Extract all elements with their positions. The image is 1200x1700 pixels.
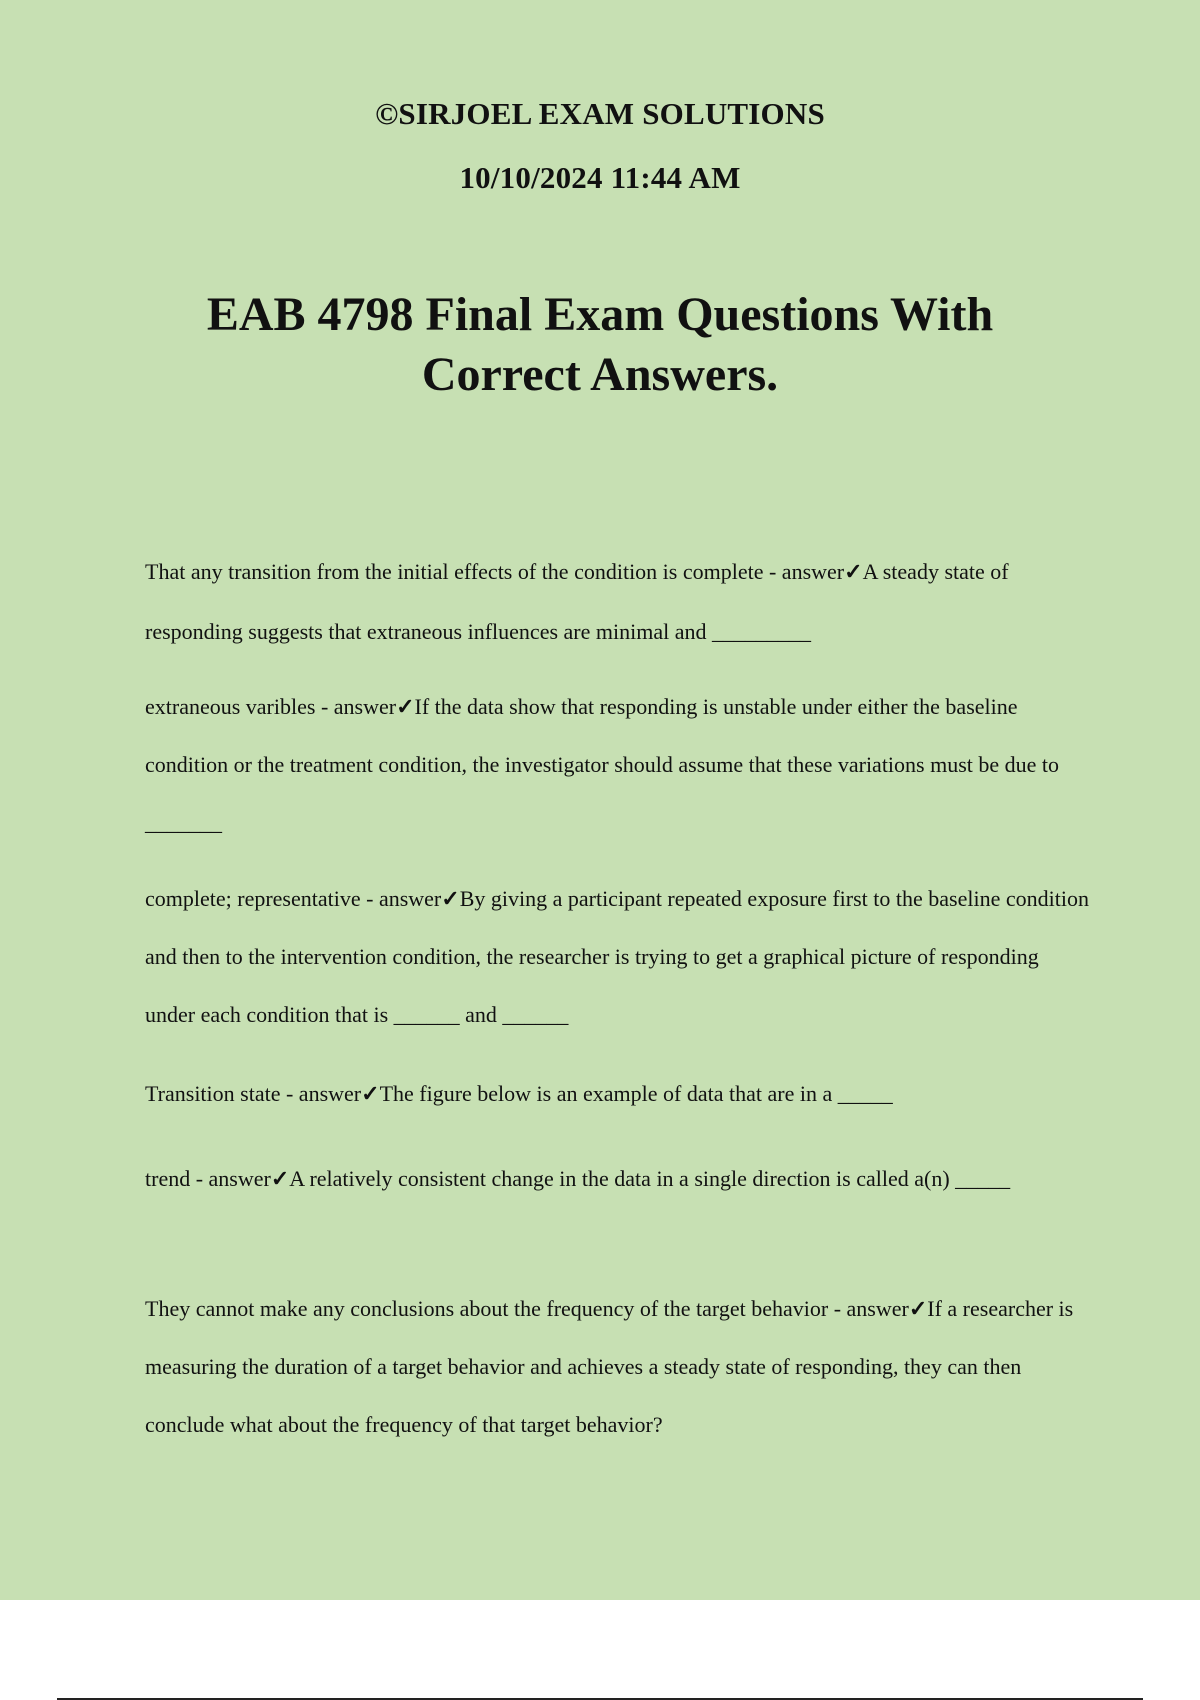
checkmark-icon: ✓ (908, 1296, 928, 1321)
document-title: EAB 4798 Final Exam Questions With Correct Answers. (206, 288, 994, 401)
answer-separator: - answer (763, 559, 845, 584)
qa-answer: That any transition from the initial effects of the condition is complete (145, 559, 764, 584)
qa-item (145, 1144, 1090, 1214)
qa-item (145, 870, 1090, 1044)
checkmark-icon: ✓ (844, 559, 863, 584)
qa-question: If a researcher is measuring the duration of a target behavior and achieves a steady state of responding, they can then conclude what about the frequency of that target behavior? (145, 1296, 1074, 1437)
qa-question: By giving a participant repeated exposure first to the baseline condition and then to the intervention condition, the researcher is trying to get a graphical picture of responding under each condition that is ______ and ______ (145, 886, 1089, 1027)
brand-header: ©SIRJOEL EXAM SOLUTIONS (375, 96, 825, 131)
timestamp: 10/10/2024 11:44 AM (459, 160, 741, 195)
checkmark-icon: ✓ (396, 694, 415, 719)
checkmark-icon: ✓ (270, 1166, 290, 1191)
qa-question: The figure below is an example of data that are in a _____ (379, 1081, 893, 1106)
qa-answer: complete; representative (145, 886, 361, 911)
answer-separator: - answer (360, 886, 442, 911)
qa-question: If the data show that responding is unstable under either the baseline condition or the treatment condition, the investigator should assume that these variations must be due to _______ (145, 694, 1060, 835)
qa-answer: They cannot make any conclusions about the frequency of the target behavior (145, 1296, 829, 1321)
qa-question: A relatively consistent change in the data in a single direction is called a(n) _____ (289, 1166, 1011, 1191)
qa-question: A steady state of responding suggests that extraneous influences are minimal and _________ (145, 559, 1009, 644)
answer-separator: - answer (190, 1166, 271, 1191)
qa-answer: extraneous varibles (145, 694, 316, 719)
qa-item (145, 1280, 1090, 1454)
qa-item (145, 542, 1090, 662)
qa-item (145, 678, 1090, 852)
answer-separator: - answer (280, 1081, 362, 1106)
qa-item (145, 1064, 1090, 1124)
qa-answer: Transition state (145, 1081, 281, 1106)
checkmark-icon: ✓ (441, 886, 460, 911)
checkmark-icon: ✓ (361, 1081, 380, 1106)
answer-separator: - answer (315, 694, 397, 719)
qa-answer: trend (145, 1166, 191, 1191)
answer-separator: - answer (828, 1296, 909, 1321)
